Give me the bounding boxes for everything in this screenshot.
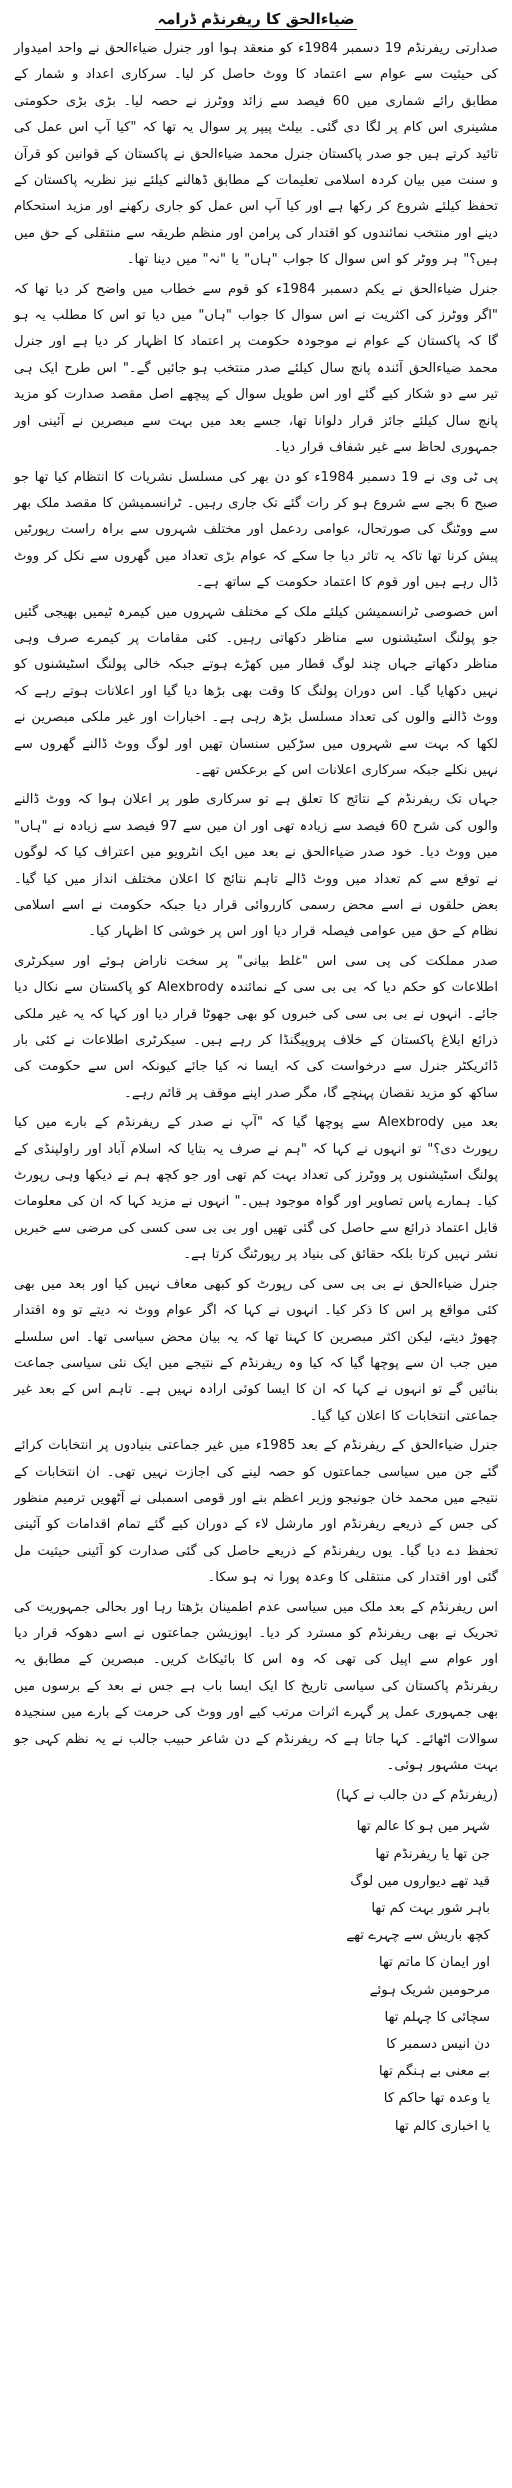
poem-line: کچھ باریش سے چہرے تھے xyxy=(346,1928,490,1944)
article-paragraph: صدارتی ریفرنڈم 19 دسمبر 1984ء کو منعقد ہوا اور جنرل ضیاءالحق نے واحد امیدوار کی حیثیت سے عوام سے اعتماد کا ووٹ حاصل کر لیا۔ سرکاری اعداد و شمار کے مطابق رائے شماری میں 60 فیصد سے زائد ووٹرز نے حصہ لیا۔ بڑی بڑی حکومتی مشینری اس کام پر لگا دی گئی۔ بیلٹ پیپر پر سوال یہ تھا کہ "کیا آپ اس عمل کی تائید کرتے ہیں جو صدر پاکستان جنرل محمد ضیاءالحق نے پاکستان کے قوانین کو قرآن و سنت میں بیان کردہ اسلامی تعلیمات کے مطابق ڈھالنے کیلئے نیز نظریہ پاکستان کے تحفظ کیلئے شروع کر رکھا ہے اور کیا آپ اس عمل کو جاری رکھنے اور مزید استحکام دینے اور منتخب نمائندوں کو اقتدار کی پرامن اور منظم طریقہ سے منتقلی کے حق میں ہیں؟" ہر ووٹر کو اس سوال کا جواب "ہاں" یا "نہ" میں دینا تھا۔ xyxy=(14,41,499,268)
poem-line: قید تھے دیواروں میں لوگ xyxy=(350,1873,490,1889)
poem-line: اور ایمان کا ماتم تھا xyxy=(378,1955,490,1971)
article-headline xyxy=(14,6,498,32)
poem-intro: (ریفرنڈم کے دن جالب نے کہا) xyxy=(335,1788,498,1804)
poem-line: شہر میں ہو کا عالم تھا xyxy=(356,1819,490,1835)
poem-line: سچائی کا چہلم تھا xyxy=(384,2009,490,2025)
article-paragraph: جنرل ضیاءالحق نے یکم دسمبر 1984ء کو قوم سے خطاب میں واضح کر دیا تھا کہ "اگر ووٹرز کی اکثریت نے اس سوال کا جواب "ہاں" میں دیا تو اس کا مطلب یہ ہو گا کہ پاکستان کے عوام نے موجودہ حکومت پر اعتماد کا اظہار کر دیا ہے اور جنرل محمد ضیاءالحق آئندہ پانچ سال کیلئے صدر منتخب ہو جائیں گے۔" اس طرح ایک ہی تیر سے دو شکار کیے گئے اور اس طویل سوال کے پیچھے اصل مقصد صدارت کو مزید پانچ سال کیلئے جائز قرار دلوانا تھا، جسے بعد میں بہت سے مبصرین نے آئینی اور جمہوری لحاظ سے غیر شفاف قرار دیا۔ xyxy=(14,281,498,456)
article-paragraph: بعد میں Alexbrody سے پوچھا گیا کہ "آپ نے صدر کے ریفرنڈم کے بارے میں کیا رپورٹ دی؟" تو انہوں نے کہا کہ "ہم نے صرف یہ بتایا کہ اسلام آباد اور راولپنڈی کے پولنگ اسٹیشنوں پر ووٹرز کی تعداد بہت کم تھی اور جو کچھ ہم نے دیکھا وہی رپورٹ کیا۔ ہمارے پاس تصاویر اور گواہ موجود ہیں۔" انہوں نے مزید کہا کہ ان کی معلومات قابل اعتماد ذرائع سے حاصل کی گئی تھیں اور بی بی سی کسی کی مرضی سے خبریں نشر نہیں کرتا بلکہ حقائق کی بنیاد پر رپورٹنگ کرتا ہے۔ xyxy=(14,1115,499,1263)
article-paragraph: صدر مملکت کی پی سی اس "غلط بیانی" پر سخت ناراض ہوئے اور سیکرٹری اطلاعات کو حکم دیا کہ بی بی سی کے نمائندہ Alexbrody کو پاکستان سے نکال دیا جائے۔ انہوں نے بی بی سی کی خبروں کو بھی جھوٹا قرار دیا اور کہا کہ یہ غیر ملکی ذرائع ابلاغ پاکستان کے خلاف پروپیگنڈا کر رہے ہیں۔ سیکرٹری اطلاعات نے کئی بار ڈائریکٹر جنرل سے درخواست کی کہ ایسا نہ کیا جائے کیونکہ اس سے حکومت کی ساکھ کو مزید نقصان پہنچے گا، مگر صدر اپنے موقف پر قائم رہے۔ xyxy=(14,953,498,1101)
poem-line: باہر شور بہت کم تھا xyxy=(371,1901,490,1917)
article-paragraph: جنرل ضیاءالحق نے بی بی سی کی رپورٹ کو کبھی معاف نہیں کیا اور بعد میں بھی کئی مواقع پر اس کا ذکر کیا۔ انہوں نے کہا کہ اگر عوام ووٹ نہ دیتے تو وہ اقتدار چھوڑ دیتے، لیکن اکثر مبصرین کا کہنا تھا کہ یہ بیان محض سیاسی تھا۔ اس سلسلے میں جب ان سے پوچھا گیا کہ کیا وہ ریفرنڈم کے نتیجے میں ایک نئی سیاسی جماعت بنائیں گے تو انہوں نے کہا کہ ان کا ایسا کوئی ارادہ نہیں ہے۔ تاہم اس کے بعد غیر جماعتی انتخابات کا اعلان کیا گیا۔ xyxy=(14,1276,498,1424)
article-paragraph: جنرل ضیاءالحق کے ریفرنڈم کے بعد 1985ء میں غیر جماعتی بنیادوں پر انتخابات کرائے گئے جن میں سیاسی جماعتوں کو حصہ لینے کی اجازت نہیں تھی۔ ان انتخابات کے نتیجے میں محمد خان جونیجو وزیر اعظم بنے اور قومی اسمبلی نے آٹھویں ترمیم منظور کی جس کے ذریعے ریفرنڈم اور مارشل لاء کے دوران کیے گئے تمام اقدامات کو آئینی تحفظ دے دیا گیا۔ یوں ریفرنڈم کے ذریعے حاصل کی گئی صدارت کو آئینی حیثیت مل گئی اور اقتدار کی منتقلی کا وعدہ پورا نہ ہو سکا۔ xyxy=(14,1438,498,1586)
poem-line: یا وعدہ تھا حاکم کا xyxy=(383,2091,490,2107)
article-paragraph: جہاں تک ریفرنڈم کے نتائج کا تعلق ہے تو سرکاری طور پر اعلان ہوا کہ ووٹ ڈالنے والوں کی شرح 60 فیصد سے زیادہ تھی اور ان میں سے 97 فیصد سے زیادہ نے "ہاں" میں ووٹ دیا۔ خود صدر ضیاءالحق نے بعد میں ایک انٹرویو میں اعتراف کیا کہ لوگوں نے توقع سے کم تعداد میں ووٹ ڈالے تاہم نتائج کا اعلان مختلف انداز میں کیا گیا۔ بعض حلقوں نے اسے محض رسمی کارروائی قرار دیا جبکہ حکومت نے اسے اسلامی نظام کے حق میں عوامی فیصلہ قرار دیا اور اس پر خوشی کا اظہار کیا۔ xyxy=(14,792,498,940)
poem-line: بے معنی بے ہنگم تھا xyxy=(378,2064,490,2080)
poem-line: دن انیس دسمبر کا xyxy=(386,2037,490,2053)
article-body xyxy=(14,36,498,1779)
article-paragraph: اس ریفرنڈم کے بعد ملک میں سیاسی عدم اطمینان بڑھتا رہا اور بحالی جمہوریت کی تحریک نے بھی ریفرنڈم کو مسترد کر دیا۔ اپوزیشن جماعتوں نے اسے دھوکہ قرار دیا اور عوام سے اپیل کی تھی کہ وہ اس کا بائیکاٹ کریں۔ مبصرین کے مطابق یہ ریفرنڈم پاکستان کی سیاسی تاریخ کا ایک ایسا باب ہے جس نے بعد کے برسوں میں بھی جمہوری عمل پر گہرے اثرات مرتب کیے اور ووٹ کی حرمت کے بارے میں سنجیدہ سوالات اٹھائے۔ کہا جاتا ہے کہ ریفرنڈم کے دن شاعر حبیب جالب نے یہ نظم کہی جو بہت مشہور ہوئی۔ xyxy=(14,1599,498,1773)
headline-text: ضیاءالحق کا ریفرنڈم ڈرامہ xyxy=(157,10,355,28)
poem-list xyxy=(14,1813,498,2139)
poem-line: مرحومین شریک ہوئے xyxy=(369,1982,490,1998)
article-paragraph: پی ٹی وی نے 19 دسمبر 1984ء کو دن بھر کی مسلسل نشریات کا انتظام کیا تھا جو صبح 6 بجے سے شروع ہو کر رات گئے تک جاری رہیں۔ ٹرانسمیشن کا مقصد ملک بھر سے ووٹنگ کی صورتحال، عوامی ردعمل اور مختلف شہروں سے براہ راست رپورٹیں پیش کرنا تھا تاکہ یہ تاثر دیا جا سکے کہ عوام بڑی تعداد میں گھروں سے نکل کر ووٹ ڈال رہے ہیں اور قوم کا اعتماد حکومت کے ساتھ ہے۔ xyxy=(14,469,498,591)
poem-line: جن تھا یا ریفرنڈم تھا xyxy=(375,1846,490,1862)
article-paragraph: اس خصوصی ٹرانسمیشن کیلئے ملک کے مختلف شہروں میں کیمرہ ٹیمیں بھیجی گئیں جو پولنگ اسٹیشنوں سے مناظر دکھاتی رہیں۔ کئی مقامات پر کیمرے صرف وہی مناظر دکھاتے جہاں چند لوگ قطار میں کھڑے ہوتے جبکہ خالی پولنگ اسٹیشنوں کو نہیں دکھایا گیا۔ اس دوران پولنگ کا وقت بھی بڑھا دیا گیا اور اعلانات ہوتے رہے کہ ووٹ ڈالنے والوں کی تعداد مسلسل بڑھ رہی ہے۔ اخبارات اور غیر ملکی مبصرین نے لکھا کہ بہت سے شہروں میں سڑکیں سنسان تھیں اور لوگ ووٹ ڈالنے گھروں سے نہیں نکلے جبکہ سرکاری اعلانات اس کے برعکس تھے۔ xyxy=(14,604,498,778)
poem-line: یا اخباری کالم تھا xyxy=(394,2118,490,2134)
